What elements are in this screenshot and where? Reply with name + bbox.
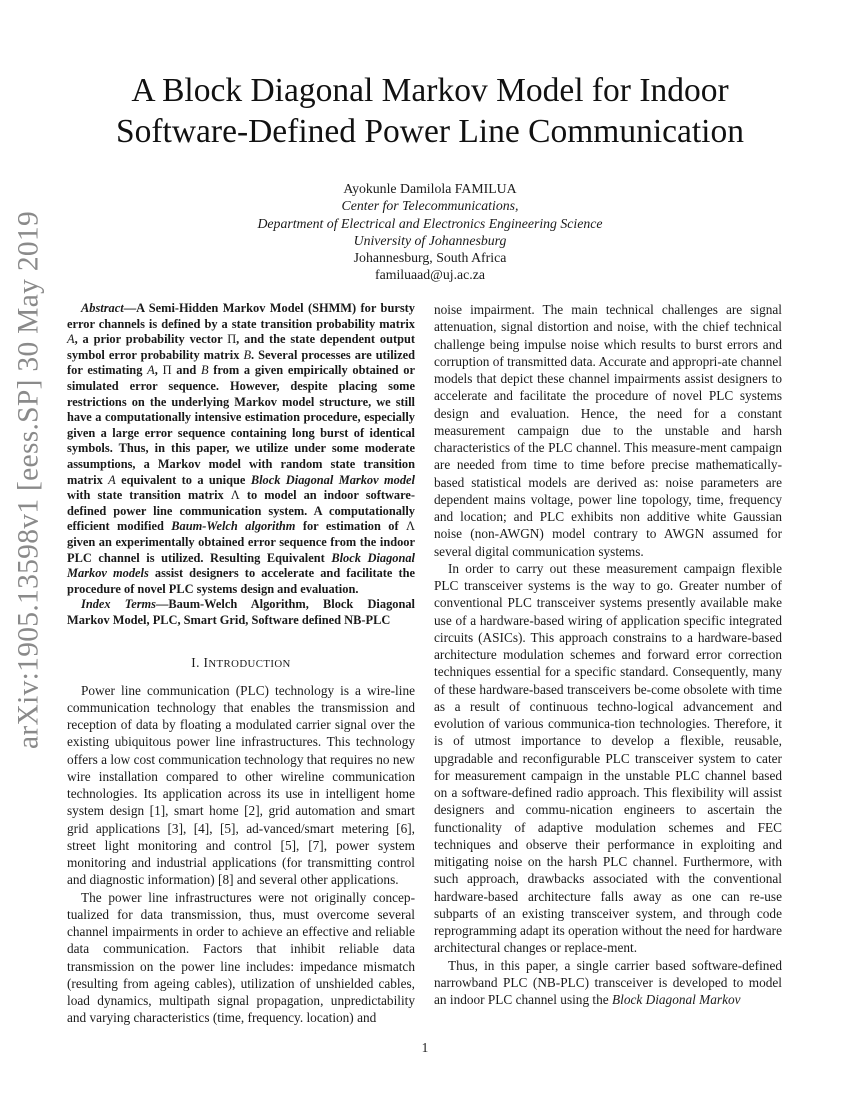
emphasis: Block Diagonal Markov model bbox=[250, 472, 415, 487]
math-symbol: B bbox=[243, 347, 252, 362]
author-block bbox=[70, 180, 790, 284]
body-paragraph: The power line infrastructures were not originally concep-tualized for data transmission, thus, must overcome several channel impairments in order to achieve an effective and reliable data communication. Factors that inhibit reliable data transmission on the power line includes: impedance mismatch (resulting from ageing cables), utilization of unshielded cables, load dynamics, multipath signal propagation, unpredictability and varying characteristics (time, frequency. location) and bbox=[67, 889, 415, 1026]
affiliation-location: Johannesburg, South Africa bbox=[353, 250, 507, 266]
paper-header bbox=[70, 70, 790, 284]
author-name: Ayokunle Damilola FAMILUA bbox=[343, 181, 517, 196]
math-symbol: Π bbox=[227, 332, 237, 347]
emphasis: Baum-Welch algorithm bbox=[171, 519, 296, 534]
paper-title bbox=[70, 70, 790, 152]
math-symbol: Λ bbox=[230, 488, 240, 503]
math-symbol: B bbox=[200, 363, 209, 378]
abstract-label: Abstract bbox=[81, 301, 124, 315]
arxiv-identifier-stamp bbox=[4, 0, 54, 1100]
affiliation-university: University of Johannesburg bbox=[353, 232, 507, 248]
author-email: familuaad@uj.ac.za bbox=[375, 267, 485, 283]
abstract-paragraph: Abstract—A Semi-Hidden Markov Model (SHMM) for bursty error channels is defined by a state transition probability matrix A, a prior probability vector Π, and the state dependent output symbol error probability matrix B. Several processes are utilized for estimating A, Π and B from a given empirically obtained or simulated error sequence. However, despite placing some restrictions on the underlying Markov model structure, we still have a computationally intensive estimation procedure, especially given a large error sequence containing long burst of identical symbols. Thus, in this paper, we utilize under some moderate assumptions, a Markov model with random state transition matrix A equivalent to a unique Block Diagonal Markov model with state transition matrix Λ to model an indoor software-defined power line communication system. A computationally efficient modified Baum-Welch algorithm for estimation of Λ given an experimentally obtained error sequence from the indoor PLC channel is utilized. Resulting Equivalent Block Diagonal Markov models assist designers to accelerate and facilitate the procedure of novel PLC systems design and evaluation. bbox=[67, 301, 416, 596]
abstract bbox=[67, 301, 415, 628]
index-terms-text: Baum-Welch Algorithm, Block Diagonal Markov Model, PLC, Smart Grid, Software defined NB-PLC bbox=[67, 597, 415, 627]
left-column bbox=[67, 301, 415, 1027]
arxiv-identifier-text: arXiv:1905.13598v1 [eess.SP] 30 May 2019 bbox=[12, 210, 45, 750]
math-symbol: A bbox=[67, 332, 75, 347]
body-paragraph: Power line communication (PLC) technology is a wire-line communication technology that enables the transmission and reception of data by floating a modulated carrier signal over the existing ubiquitous power line infrastructures. This technology offers a low cost communication technology that requires no new wire installation compared to other wireline communication technologies. Its application across its use in intelligent home system design [1], smart home [2], grid automation and smart grid applications [3], [4], [5], ad-vanced/smart metering [6], street light monitoring and control [5], [7], power system monitoring and industrial applications (for transmitting control and diagnostic information) [8] and several other applications. bbox=[67, 682, 415, 888]
index-terms: Index Terms—Baum-Welch Algorithm, Block Diagonal Markov Model, PLC, Smart Grid, Software defined NB-PLC bbox=[67, 597, 415, 627]
emphasis: Block Diagonal Markov models bbox=[67, 550, 416, 581]
right-column bbox=[434, 301, 782, 1008]
page-number: 1 bbox=[421, 1040, 429, 1055]
body-paragraph-continued: noise impairment. The main technical challenges are signal attenuation, signal distortion and noise, with the chief technical challenge being impulse noise which results to burst errors and corruption of transmitted data. Accurate and appropri-ate channel models that depict these channel impairments assist designers to accelerate and facilitate the procedure of novel PLC systems design and evaluation. Hence, the need for a constant measurement campaign due to the unstable and harsh characteristics of the PLC channel. This measure-ment campaign are needed from time to time before precise mathematically-based statistical models are derived as: noise parameters are dependent mains voltage, power line topology, time, frequency and location; and PLC exhibits non additive white Gaussian noise (non-AWGN) model contrary to AWGN assumed for several digital communication systems. bbox=[434, 302, 782, 559]
math-symbol: Λ bbox=[406, 519, 415, 534]
affiliation-department: Department of Electrical and Electronics Engineering Science bbox=[257, 215, 603, 231]
section-heading-introduction: I. INTRODUCTION bbox=[191, 655, 291, 671]
body-paragraph: Thus, in this paper, a single carrier based software-defined narrowband PLC (NB-PLC) transceiver is developed to model an indoor PLC channel using the Block Diagonal Markov bbox=[434, 957, 782, 1007]
math-symbol: Π bbox=[162, 363, 172, 378]
index-terms-label: Index Terms bbox=[81, 597, 156, 612]
math-symbol: A bbox=[108, 472, 116, 487]
affiliation-center: Center for Telecommunications, bbox=[341, 198, 519, 214]
title-line-2: Software-Defined Power Line Communication bbox=[116, 113, 744, 150]
body-paragraph: In order to carry out these measurement campaign flexible PLC transceiver systems is the way to go. Greater number of conventional PLC transceiver systems presently available make use of a hardware-based wiring of application specific integrated circuits (ASICs). This approach constrains to a hardware-based architecture modulation schemes and forward error correction techniques essential for a specific standard. Consequently, many of these hardware-based transceivers be-come obsolete with time as a result of continuous techno-logical advancement and evolution of various communica-tion technologies. Therefore, it is of utmost importance to develop a flexible, reusable, upgradable and reconfigurable PLC transceiver system to cater for measurement campaign in the unstable PLC channel based on a software-defined radio approach. This flexibility will assist designers and commu-nication engineers to ascertain the functionality of adaptive modulation schemes and FEC techniques and observe their performance in exploiting and mitigating noise on the harsh PLC channel. Furthermore, with such approach, drawbacks associated with the conventional hardware-based architecture falls away as one can re-use subparts of an existing transceiver system, and through code reprogramming adapt its operation without the need for hardware architectural changes or replace-ment. bbox=[434, 560, 782, 956]
math-symbol: A bbox=[147, 363, 155, 378]
emphasis: Block Diagonal Markov bbox=[612, 992, 741, 1007]
title-line-1: A Block Diagonal Markov Model for Indoor bbox=[131, 72, 729, 109]
